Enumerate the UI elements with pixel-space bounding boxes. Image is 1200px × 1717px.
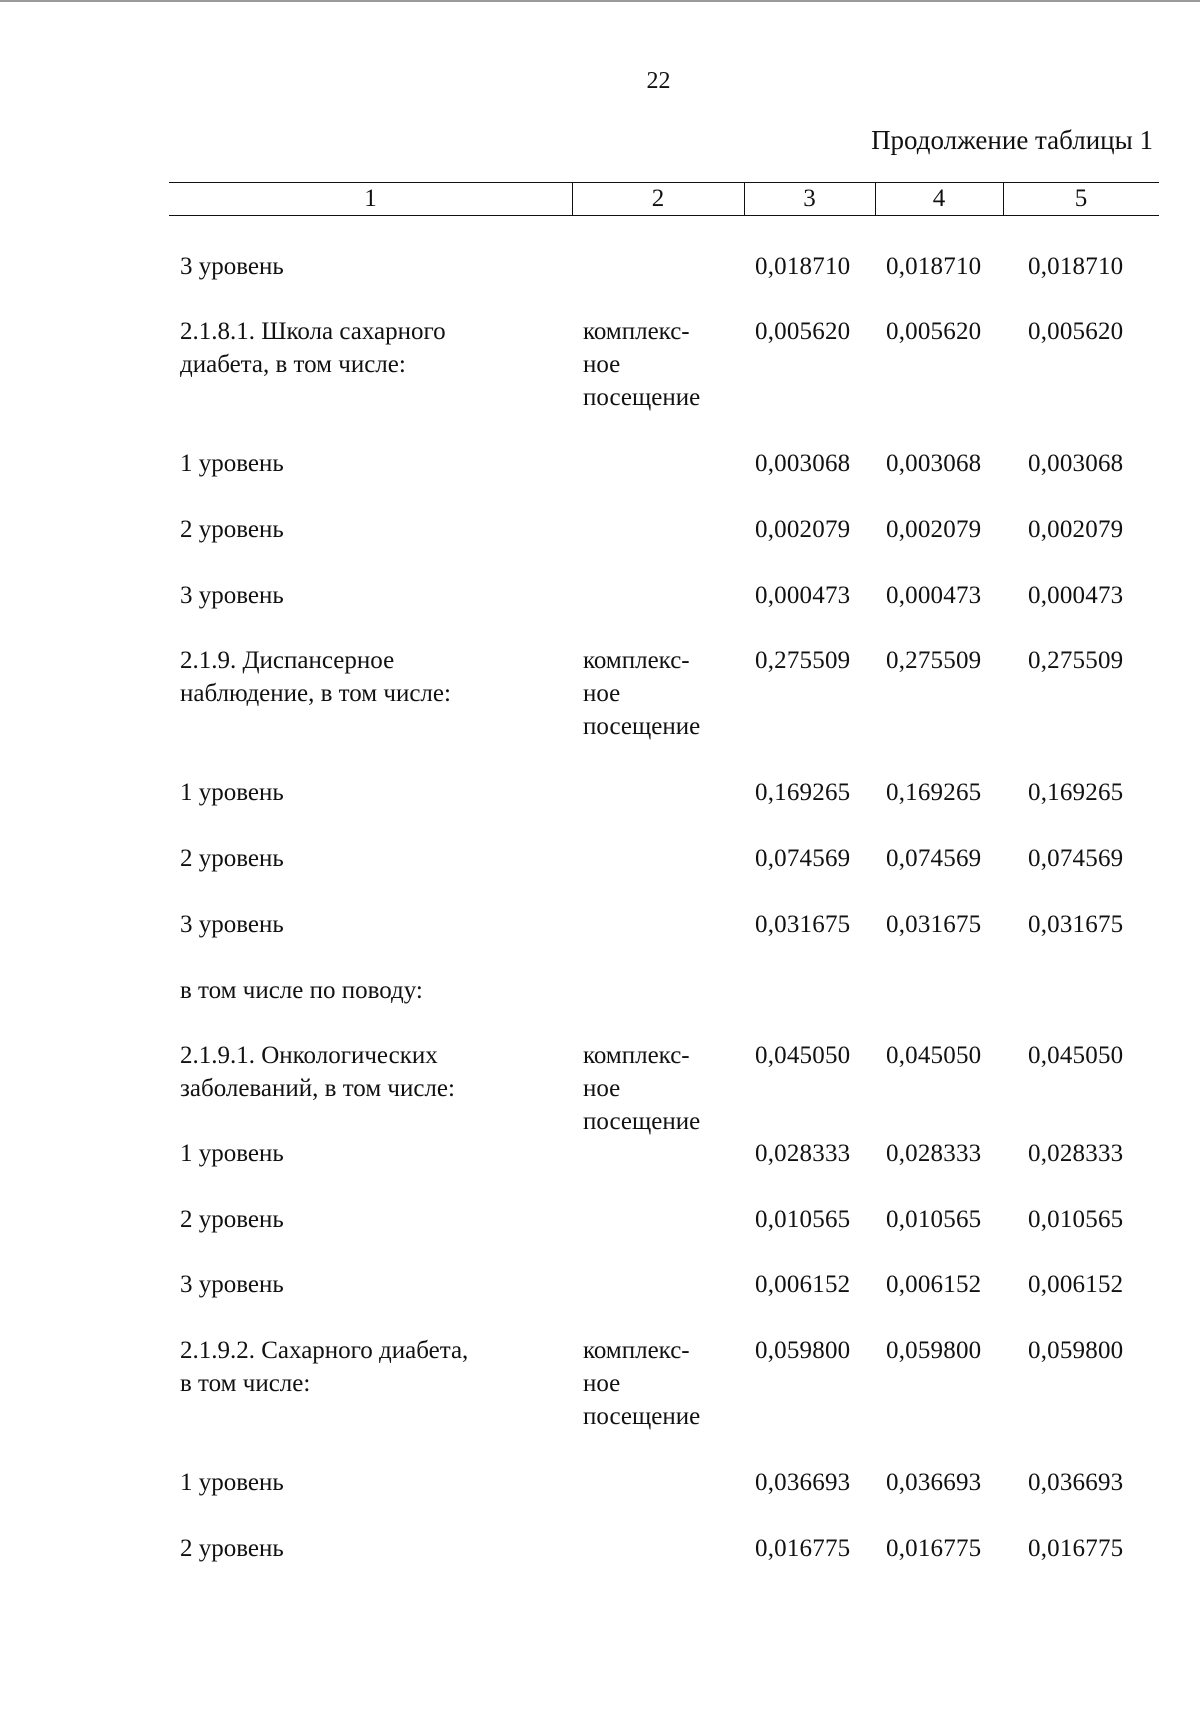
row-value-col5: 0,000473 <box>1028 582 1124 609</box>
row-name-cell: 3 уровень <box>180 582 284 609</box>
row-name-cell: 2.1.9. Диспансерное наблюдение, в том числе: <box>180 647 451 707</box>
row-value-col4: 0,059800 <box>886 1337 982 1364</box>
row-name-cell: 2 уровень <box>180 1206 284 1233</box>
row-value-col3: 0,006152 <box>755 1271 851 1298</box>
row-value-col5: 0,028333 <box>1028 1140 1124 1167</box>
row-value-col4: 0,074569 <box>886 845 982 872</box>
header-col-1: 1 <box>364 185 377 212</box>
row-name-cell: 1 уровень <box>180 1469 284 1496</box>
table-header-row <box>169 182 1159 216</box>
row-value-col4: 0,016775 <box>886 1535 982 1562</box>
row-value-col5: 0,275509 <box>1028 647 1124 674</box>
row-name-cell: 1 уровень <box>180 450 284 477</box>
row-name-cell: 2 уровень <box>180 516 284 543</box>
header-col-2: 2 <box>651 185 665 212</box>
row-value-col5: 0,045050 <box>1028 1042 1124 1069</box>
page-number: 22 <box>646 68 671 94</box>
row-value-col5: 0,074569 <box>1028 845 1124 872</box>
header-col-4: 4 <box>932 185 946 212</box>
row-value-col4: 0,275509 <box>886 647 982 674</box>
row-value-col5: 0,010565 <box>1028 1206 1124 1233</box>
row-unit-cell: комплекс- ное посещение <box>583 318 701 411</box>
row-value-col5: 0,005620 <box>1028 318 1124 345</box>
row-name-cell: 2.1.9.1. Онкологических заболеваний, в том числе: <box>180 1042 455 1102</box>
row-name-cell: 2.1.8.1. Школа сахарного диабета, в том числе: <box>180 318 446 378</box>
row-value-col3: 0,028333 <box>755 1140 851 1167</box>
row-value-col3: 0,002079 <box>755 516 851 543</box>
row-value-col4: 0,045050 <box>886 1042 982 1069</box>
row-value-col3: 0,059800 <box>755 1337 851 1364</box>
row-name-cell: 3 уровень <box>180 253 284 280</box>
row-name-cell: 3 уровень <box>180 911 284 938</box>
row-value-col5: 0,169265 <box>1028 779 1124 806</box>
row-value-col4: 0,000473 <box>886 582 982 609</box>
row-name-cell: в том числе по поводу: <box>180 977 423 1004</box>
row-value-col4: 0,006152 <box>886 1271 982 1298</box>
row-name-cell: 2.1.9.2. Сахарного диабета, в том числе: <box>180 1337 469 1397</box>
header-col-3: 3 <box>803 185 816 212</box>
row-value-col3: 0,275509 <box>755 647 851 674</box>
row-name-cell: 1 уровень <box>180 779 284 806</box>
row-unit-cell: комплекс- ное посещение <box>583 647 701 740</box>
row-name-cell: 2 уровень <box>180 845 284 872</box>
row-value-col3: 0,016775 <box>755 1535 851 1562</box>
row-value-col3: 0,169265 <box>755 779 851 806</box>
row-value-col3: 0,005620 <box>755 318 851 345</box>
row-value-col5: 0,018710 <box>1028 253 1124 280</box>
row-value-col4: 0,031675 <box>886 911 982 938</box>
row-unit-cell: комплекс- ное посещение <box>583 1337 701 1430</box>
row-value-col4: 0,005620 <box>886 318 982 345</box>
row-value-col4: 0,036693 <box>886 1469 982 1496</box>
row-value-col3: 0,031675 <box>755 911 851 938</box>
row-value-col5: 0,006152 <box>1028 1271 1124 1298</box>
row-value-col3: 0,000473 <box>755 582 851 609</box>
row-name-cell: 1 уровень <box>180 1140 284 1167</box>
row-value-col5: 0,031675 <box>1028 911 1124 938</box>
row-value-col4: 0,018710 <box>886 253 982 280</box>
row-value-col4: 0,010565 <box>886 1206 982 1233</box>
row-value-col5: 0,002079 <box>1028 516 1124 543</box>
row-value-col3: 0,045050 <box>755 1042 851 1069</box>
row-value-col5: 0,003068 <box>1028 450 1124 477</box>
row-value-col4: 0,169265 <box>886 779 982 806</box>
row-value-col5: 0,059800 <box>1028 1337 1124 1364</box>
row-value-col4: 0,002079 <box>886 516 982 543</box>
row-value-col3: 0,010565 <box>755 1206 851 1233</box>
row-unit-cell: комплекс- ное посещение <box>583 1042 701 1135</box>
row-value-col4: 0,028333 <box>886 1140 982 1167</box>
row-value-col3: 0,036693 <box>755 1469 851 1496</box>
row-value-col3: 0,074569 <box>755 845 851 872</box>
row-name-cell: 2 уровень <box>180 1535 284 1562</box>
row-value-col3: 0,003068 <box>755 450 851 477</box>
row-value-col5: 0,016775 <box>1028 1535 1124 1562</box>
header-col-5: 5 <box>1074 185 1088 212</box>
scan-edge <box>0 0 1200 2</box>
row-value-col4: 0,003068 <box>886 450 982 477</box>
row-name-cell: 3 уровень <box>180 1271 284 1298</box>
table-continuation-label: Продолжение таблицы 1 <box>871 125 1153 155</box>
row-value-col3: 0,018710 <box>755 253 851 280</box>
row-value-col5: 0,036693 <box>1028 1469 1124 1496</box>
